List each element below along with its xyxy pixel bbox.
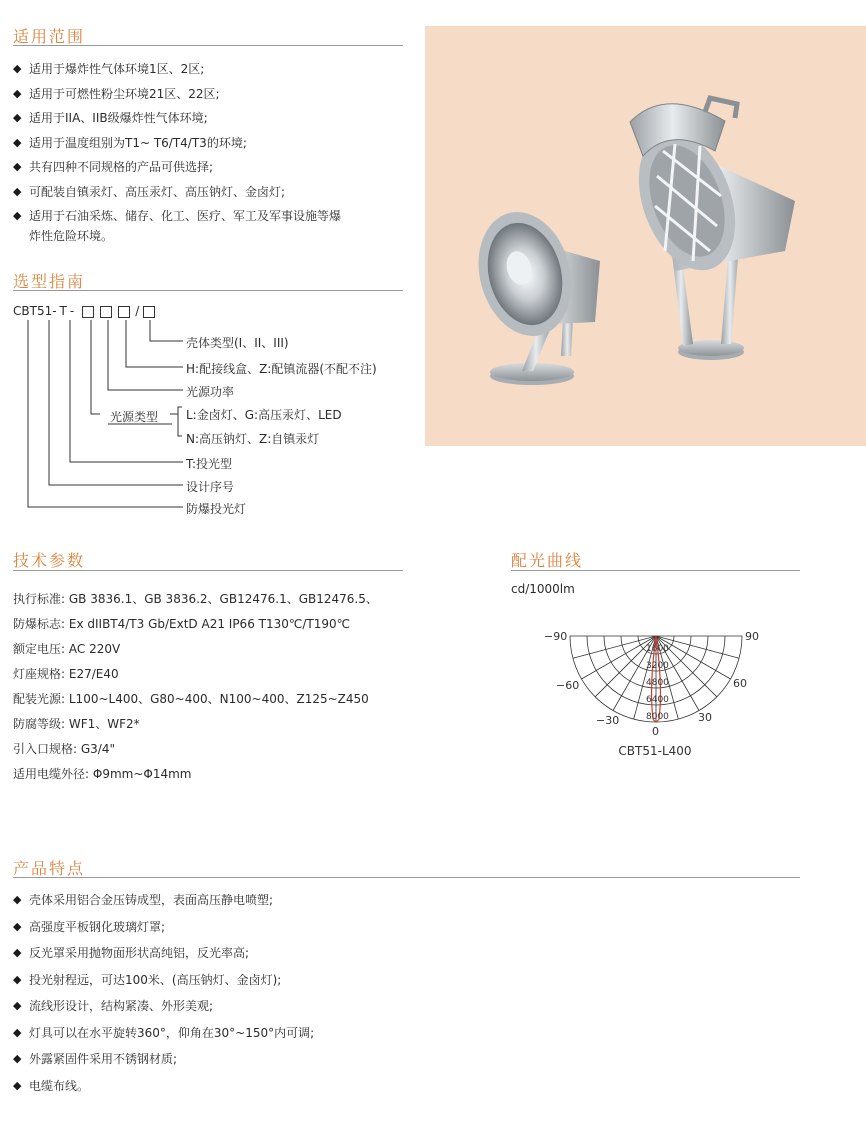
feature-item: ◆ 灯具可以在水平旋转360°，仰角在30°~150°内可调; — [13, 1025, 315, 1040]
diamond-bullet-icon: ◆ — [13, 972, 22, 986]
diamond-bullet-icon: ◆ — [13, 62, 22, 75]
diamond-bullet-icon: ◆ — [13, 1052, 22, 1065]
model-code: CBT51- T - / — [13, 304, 156, 318]
diamond-bullet-icon: ◆ — [13, 160, 22, 173]
polar-curve-chart — [540, 625, 780, 765]
feature-item: ◆ 外露紧固件采用不锈钢材质; — [13, 1052, 178, 1066]
tech-title: 技术参数 — [13, 551, 86, 570]
diamond-bullet-icon: ◆ — [13, 184, 22, 198]
feature-item: ◆ 投光射程远，可达100米、(高压钠灯、金卤灯); — [13, 972, 282, 987]
diamond-bullet-icon: ◆ — [13, 999, 22, 1012]
radial-label: 4800 — [646, 678, 669, 688]
label-t-type: T:投光型 — [186, 457, 233, 471]
diamond-bullet-icon: ◆ — [13, 135, 22, 149]
curve-unit: cd/1000lm — [511, 582, 575, 596]
usage-item-continuation: 炸性危险环境。 — [29, 229, 114, 243]
product-photo — [425, 26, 866, 446]
diamond-bullet-icon: ◆ — [13, 111, 22, 124]
radial-label: 8000 — [646, 712, 669, 722]
label-box-type: H:配接线盒、Z:配镇流器(不配不注) — [186, 362, 377, 376]
feature-item: ◆ 电缆布线。 — [13, 1078, 90, 1093]
feature-item: ◆ 高强度平板钢化玻璃灯罩; — [13, 919, 166, 934]
floodlight-illustration — [425, 26, 866, 446]
feature-item: ◆ 反光罩采用抛物面形状高纯铝，反光率高; — [13, 946, 250, 960]
usage-item: ◆ 共有四种不同规格的产品可供选择; — [13, 160, 214, 174]
tech-rule — [13, 570, 403, 571]
radial-label: 6400 — [646, 695, 669, 705]
angle-label: 0 — [652, 725, 659, 738]
diamond-bullet-icon: ◆ — [13, 1025, 22, 1039]
diamond-bullet-icon: ◆ — [13, 893, 22, 906]
radial-label: 1600 — [646, 644, 669, 654]
label-lamps-2: N:高压钠灯、Z:自镇汞灯 — [186, 432, 320, 446]
feature-item: ◆ 壳体采用铝合金压铸成型，表面高压静电喷塑; — [13, 893, 274, 907]
feature-item: ◆ 流线形设计，结构紧凑、外形美观; — [13, 999, 214, 1013]
usage-item: ◆ 适用于IIA、IIB级爆炸性气体环境; — [13, 111, 208, 125]
angle-label: 30 — [698, 711, 712, 724]
param-row: 防腐等级: WF1、WF2* — [13, 717, 140, 731]
curve-rule — [511, 570, 800, 571]
angle-label: 60 — [733, 677, 747, 690]
curve-caption: CBT51-L400 — [618, 744, 692, 758]
angle-label: −30 — [596, 714, 620, 727]
label-source-type: 光源类型 — [110, 410, 159, 424]
features-title: 产品特点 — [13, 859, 86, 878]
label-serial: 设计序号 — [186, 480, 235, 494]
diamond-bullet-icon: ◆ — [13, 946, 22, 959]
diamond-bullet-icon: ◆ — [13, 1078, 22, 1092]
param-row: 防爆标志: Ex dIIBT4/T3 Gb/ExtD A21 IP66 T130℃/T190℃ — [13, 617, 351, 631]
usage-item: ◆ 适用于石油采炼、储存、化工、医疗、军工及军事设施等爆 — [13, 209, 342, 223]
tech-params — [13, 592, 378, 792]
angle-label: 90 — [745, 630, 759, 643]
diamond-bullet-icon: ◆ — [13, 919, 22, 933]
label-power: 光源功率 — [186, 385, 235, 399]
selection-title: 选型指南 — [13, 272, 86, 291]
param-row: 额定电压: AC 220V — [13, 642, 121, 656]
param-row: 引入口规格: G3/4" — [13, 742, 116, 756]
param-row: 配装光源: L100~L400、G80~400、N100~400、Z125~Z450 — [13, 692, 369, 706]
label-product: 防爆投光灯 — [186, 502, 247, 516]
radial-label: 3200 — [646, 661, 669, 671]
usage-item: ◆ 适用于爆炸性气体环境1区、2区; — [13, 62, 205, 76]
param-row: 适用电缆外径: Φ9mm~Φ14mm — [13, 767, 192, 781]
usage-item: ◆ 适用于温度组别为T1~ T6/T4/T3的环境; — [13, 135, 247, 150]
angle-label: −90 — [544, 630, 568, 643]
label-lamps-1: L:金卤灯、G:高压汞灯、LED — [186, 408, 342, 422]
angle-label: −60 — [556, 679, 580, 692]
diamond-bullet-icon: ◆ — [13, 86, 22, 100]
features-list — [13, 893, 713, 1105]
usage-item: ◆ 可配装自镇汞灯、高压汞灯、高压钠灯、金卤灯; — [13, 184, 286, 199]
usage-title: 适用范围 — [13, 27, 86, 46]
curve-title: 配光曲线 — [511, 551, 584, 570]
features-rule — [13, 877, 800, 878]
usage-item: ◆ 适用于可燃性粉尘环境21区、22区; — [13, 86, 220, 101]
param-row: 执行标准: GB 3836.1、GB 3836.2、GB12476.1、GB12476.5、 — [13, 592, 378, 606]
param-row: 灯座规格: E27/E40 — [13, 667, 119, 681]
label-shell-type: 壳体类型(I、II、III) — [186, 336, 289, 350]
diamond-bullet-icon: ◆ — [13, 209, 22, 222]
